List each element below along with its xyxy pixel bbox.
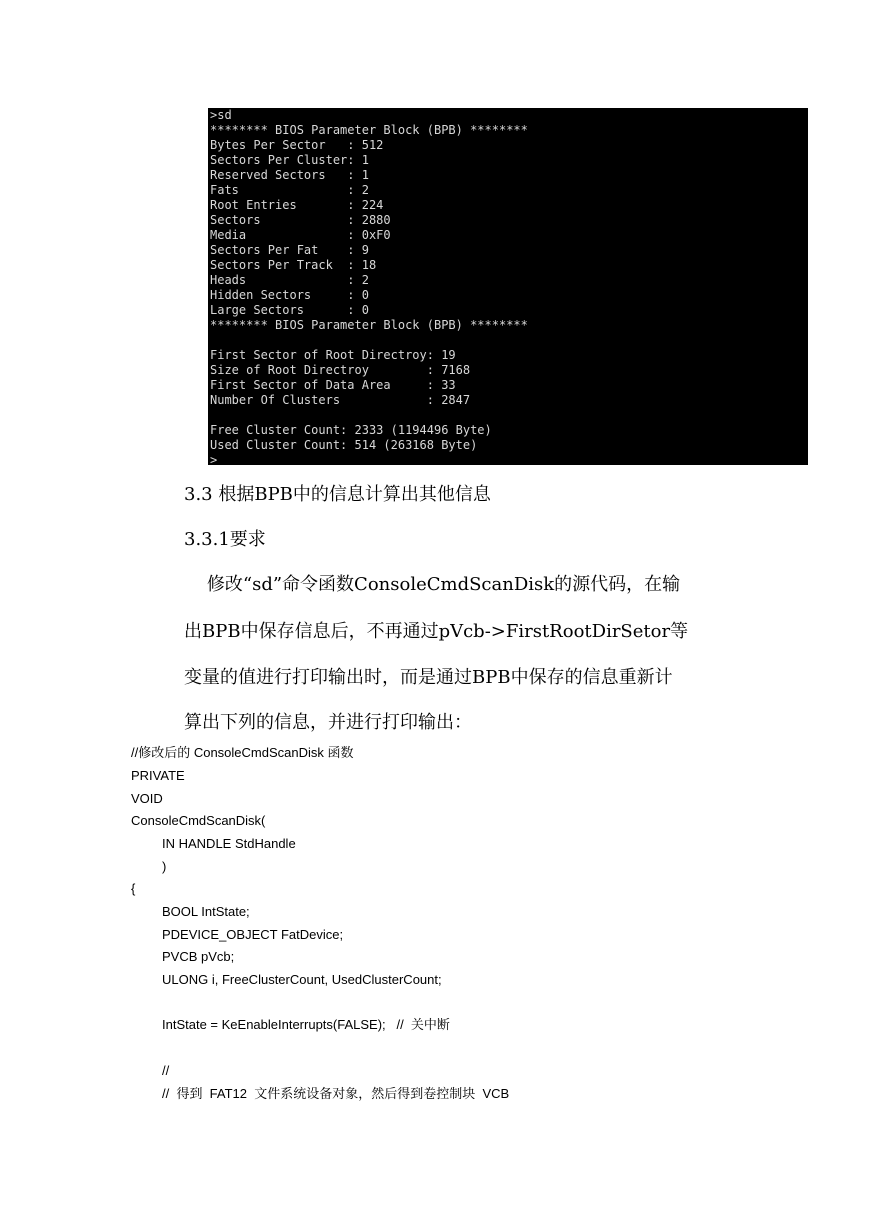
console-line: Size of Root Directroy : 7168 bbox=[210, 363, 471, 377]
console-line: Sectors Per Fat : 9 bbox=[210, 243, 369, 257]
code-line: PVCB pVcb; bbox=[162, 949, 235, 964]
paragraph-line: 修改“sd”命令函数ConsoleCmdScanDisk的源代码，在输 bbox=[184, 574, 681, 595]
code-line: // 得到 FAT12 文件系统设备对象，然后得到卷控制块 VCB bbox=[162, 1086, 510, 1101]
code-line: IN HANDLE StdHandle bbox=[162, 836, 296, 851]
section-heading-3-3: 3.3 根据BPB中的信息计算出其他信息 bbox=[184, 484, 491, 505]
console-line: Bytes Per Sector : 512 bbox=[210, 138, 384, 152]
console-line: Reserved Sectors : 1 bbox=[210, 168, 369, 182]
console-line: Used Cluster Count: 514 (263168 Byte) bbox=[210, 438, 478, 452]
paragraph-line: 算出下列的信息，并进行打印输出： bbox=[184, 712, 472, 733]
code-line: ConsoleCmdScanDisk( bbox=[131, 813, 266, 828]
console-line: >sd bbox=[210, 108, 232, 122]
code-line: //修改后的 ConsoleCmdScanDisk 函数 bbox=[131, 745, 354, 760]
console-line: Hidden Sectors : 0 bbox=[210, 288, 369, 302]
code-line: VOID bbox=[131, 791, 163, 806]
console-line: First Sector of Data Area : 33 bbox=[210, 378, 456, 392]
console-line: Sectors Per Track : 18 bbox=[210, 258, 377, 272]
console-line: ******** BIOS Parameter Block (BPB) ******** bbox=[210, 123, 528, 137]
code-line: ) bbox=[162, 859, 167, 874]
console-line: First Sector of Root Directroy: 19 bbox=[210, 348, 456, 362]
console-line: Sectors : 2880 bbox=[210, 213, 391, 227]
console-line: Free Cluster Count: 2333 (1194496 Byte) bbox=[210, 423, 492, 437]
paragraph-line: 变量的值进行打印输出时，而是通过BPB中保存的信息重新计 bbox=[184, 667, 673, 688]
code-line: ULONG i, FreeClusterCount, UsedClusterCount; bbox=[162, 972, 442, 987]
console-line: ******** BIOS Parameter Block (BPB) ******** bbox=[210, 318, 528, 332]
code-line: // bbox=[162, 1063, 170, 1078]
code-line: BOOL IntState; bbox=[162, 904, 250, 919]
console-line: Fats : 2 bbox=[210, 183, 369, 197]
console-line: Root Entries : 224 bbox=[210, 198, 384, 212]
console-line: Number Of Clusters : 2847 bbox=[210, 393, 471, 407]
code-line: IntState = KeEnableInterrupts(FALSE); // 关中断 bbox=[162, 1017, 450, 1032]
code-line: PDEVICE_OBJECT FatDevice; bbox=[162, 927, 344, 942]
code-line: PRIVATE bbox=[131, 768, 185, 783]
code-line: { bbox=[131, 881, 136, 896]
console-screenshot bbox=[208, 108, 808, 465]
paragraph-line: 出BPB中保存信息后，不再通过pVcb->FirstRootDirSetor等 bbox=[184, 621, 689, 642]
console-line: Sectors Per Cluster: 1 bbox=[210, 153, 369, 167]
console-line: Large Sectors : 0 bbox=[210, 303, 369, 317]
console-line: Heads : 2 bbox=[210, 273, 369, 287]
console-line: > bbox=[210, 453, 218, 465]
section-heading-3-3-1: 3.3.1要求 bbox=[184, 529, 266, 550]
console-line: Media : 0xF0 bbox=[210, 228, 391, 242]
